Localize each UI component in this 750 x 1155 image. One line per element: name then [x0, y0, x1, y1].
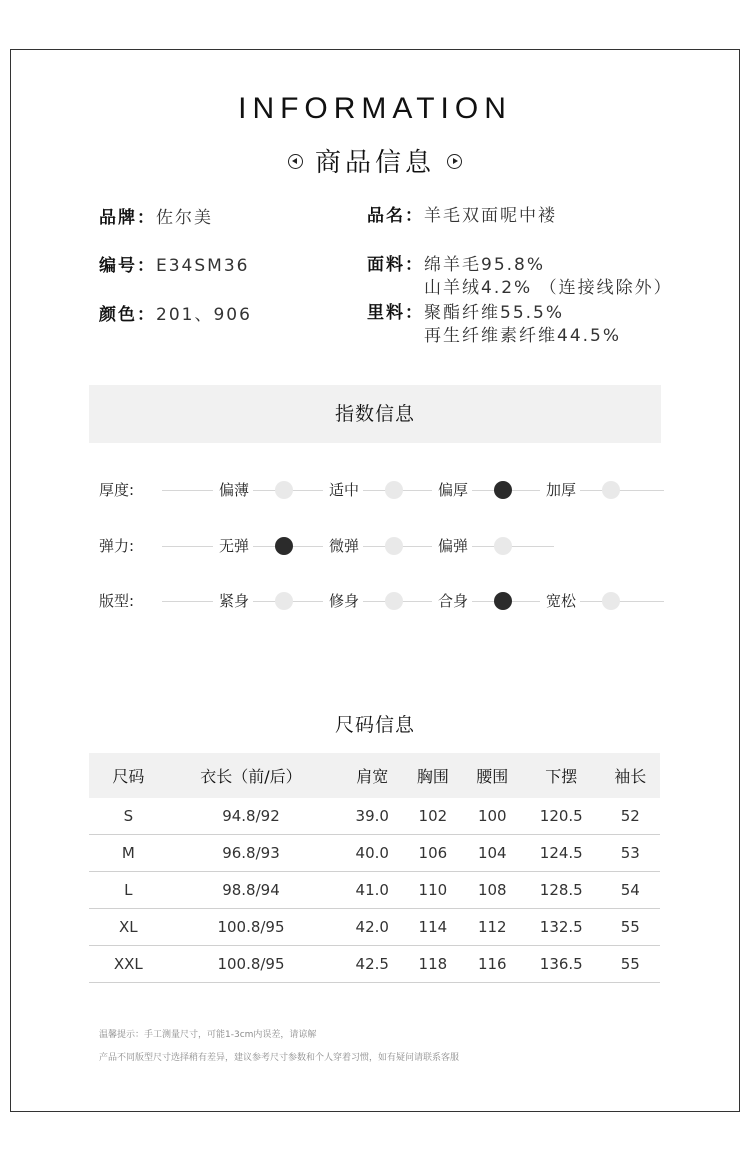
color-value: 201、906: [156, 305, 252, 325]
table-cell: 102: [403, 798, 462, 835]
table-cell: 108: [463, 872, 522, 909]
size-section-title: 尺码信息: [334, 714, 415, 736]
table-cell: M: [89, 835, 161, 872]
option-dot: [385, 481, 403, 499]
fit-label: 版型:: [99, 592, 135, 610]
table-cell: 39.0: [341, 798, 403, 835]
fabric-line: 山羊绒4.2% （连接线除外）: [424, 278, 673, 298]
option-dot-selected: [494, 592, 512, 610]
brand-value: 佐尔美: [156, 208, 213, 228]
table-cell: 94.8/92: [161, 798, 342, 835]
fit-row: [99, 589, 664, 613]
name-value: 羊毛双面呢中褛: [424, 206, 557, 226]
table-cell: 124.5: [522, 835, 601, 872]
header-cell: 衣长（前/后）: [161, 753, 342, 798]
arrow-right-icon: [447, 154, 462, 169]
table-row: [89, 946, 660, 983]
option-label: 偏厚: [432, 478, 472, 502]
index-section-title: 指数信息: [89, 385, 661, 443]
table-cell: 132.5: [522, 909, 601, 946]
option-dot: [602, 592, 620, 610]
option-label: 紧身: [213, 589, 253, 613]
option-dot-selected: [494, 481, 512, 499]
table-cell: 42.0: [341, 909, 403, 946]
option-label: 宽松: [540, 589, 580, 613]
table-cell: 100.8/95: [161, 946, 342, 983]
header-cell: 胸围: [403, 753, 462, 798]
code-value: E34SM36: [156, 256, 250, 276]
title-en: INFORMATION: [238, 92, 512, 125]
lining-line: 再生纤维素纤维44.5%: [424, 326, 622, 346]
table-cell: XXL: [89, 946, 161, 983]
table-row: [89, 835, 660, 872]
option-label: 修身: [323, 589, 363, 613]
brand-row: [99, 207, 213, 230]
table-cell: 128.5: [522, 872, 601, 909]
table-cell: 116: [463, 946, 522, 983]
option-label: 适中: [323, 478, 363, 502]
table-cell: 118: [403, 946, 462, 983]
header-cell: 袖长: [601, 753, 660, 798]
fabric-key: 面料：: [367, 255, 424, 275]
table-cell: 55: [601, 946, 660, 983]
option-label: 合身: [432, 589, 472, 613]
arrow-left-icon: [288, 154, 303, 169]
title-cn-wrap: [0, 142, 750, 179]
option-label: 偏薄: [213, 478, 253, 502]
table-cell: L: [89, 872, 161, 909]
option-label: 偏弹: [432, 534, 472, 558]
table-cell: 120.5: [522, 798, 601, 835]
option-dot: [385, 592, 403, 610]
option-label: 无弹: [213, 534, 253, 558]
option-label: 加厚: [540, 478, 580, 502]
option-dot-selected: [275, 537, 293, 555]
option-dot: [275, 592, 293, 610]
header-cell: 肩宽: [341, 753, 403, 798]
elasticity-row: [99, 534, 664, 558]
table-cell: 112: [463, 909, 522, 946]
name-row: [367, 205, 557, 228]
table-cell: 52: [601, 798, 660, 835]
color-row: [99, 304, 252, 327]
lining-row: [367, 302, 621, 348]
fabric-row: [367, 254, 673, 300]
table-cell: 53: [601, 835, 660, 872]
header-cell: 尺码: [89, 753, 161, 798]
table-cell: 98.8/94: [161, 872, 342, 909]
table-cell: 40.0: [341, 835, 403, 872]
color-key: 颜色：: [99, 305, 156, 325]
option-dot: [385, 537, 403, 555]
thickness-label: 厚度:: [99, 481, 135, 499]
table-row: [89, 872, 660, 909]
option-label: 微弹: [323, 534, 363, 558]
table-cell: 110: [403, 872, 462, 909]
size-table: [89, 753, 660, 983]
thickness-row: [99, 478, 664, 502]
table-cell: 54: [601, 872, 660, 909]
brand-key: 品牌：: [99, 208, 156, 228]
header-cell: 腰围: [463, 753, 522, 798]
note-fit: 产品不同版型尺寸选择稍有差异，建议参考尺寸参数和个人穿着习惯，如有疑问请联系客服: [99, 1053, 460, 1063]
lining-line: 聚酯纤维55.5%: [424, 303, 565, 323]
fabric-line: 绵羊毛95.8%: [424, 255, 546, 275]
fabric-value: [424, 254, 673, 300]
table-cell: 41.0: [341, 872, 403, 909]
table-cell: 100: [463, 798, 522, 835]
header-cell: 下摆: [522, 753, 601, 798]
lining-key: 里料：: [367, 303, 424, 323]
title-cn: 商品信息: [314, 148, 435, 178]
table-cell: 104: [463, 835, 522, 872]
code-row: [99, 255, 249, 278]
table-cell: 100.8/95: [161, 909, 342, 946]
elasticity-label: 弹力:: [99, 537, 135, 555]
size-table-header: [89, 753, 660, 798]
table-cell: 42.5: [341, 946, 403, 983]
lining-value: [424, 302, 621, 348]
note-measurement: 温馨提示：手工测量尺寸，可能1-3cm内误差，请谅解: [99, 1030, 317, 1040]
table-row: [89, 909, 660, 946]
table-cell: 96.8/93: [161, 835, 342, 872]
table-cell: 55: [601, 909, 660, 946]
table-cell: XL: [89, 909, 161, 946]
table-cell: 106: [403, 835, 462, 872]
name-key: 品名：: [367, 206, 424, 226]
table-row: [89, 798, 660, 835]
table-cell: 136.5: [522, 946, 601, 983]
option-dot: [602, 481, 620, 499]
code-key: 编号：: [99, 256, 156, 276]
table-cell: S: [89, 798, 161, 835]
option-dot: [494, 537, 512, 555]
table-cell: 114: [403, 909, 462, 946]
option-dot: [275, 481, 293, 499]
